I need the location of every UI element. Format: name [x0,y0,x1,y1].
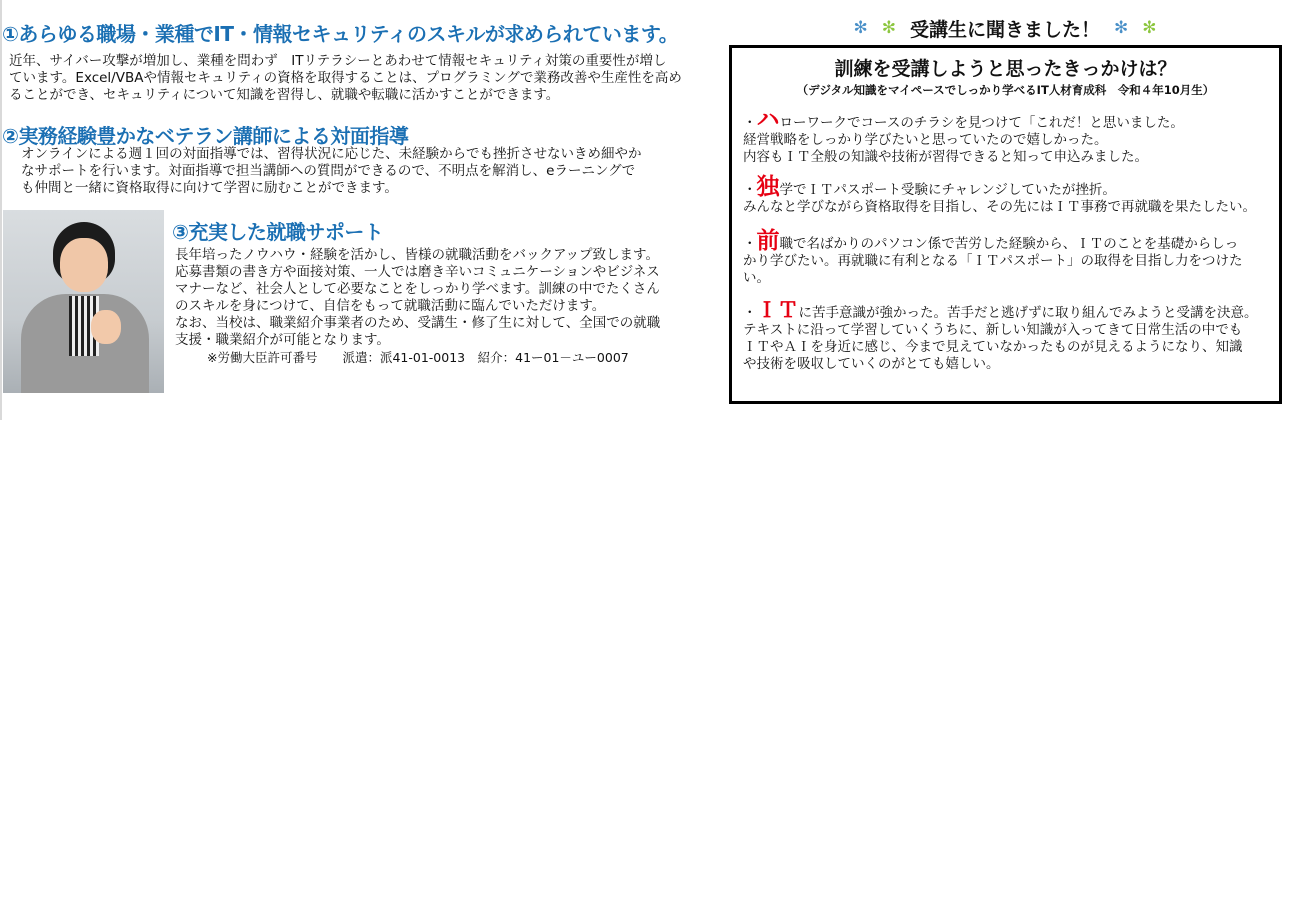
section2-line: も仲間と一緒に資格取得に向けて学習に励むことができます。 [21,180,398,196]
student-voice [743,228,1277,287]
section2-line: オンラインによる週１回の対面指導では、習得状況に応じた、未経験からでも挫折させないきめ細やか [21,146,642,162]
section2-heading: ②実務経験豊かなベテラン講師による対面指導 [2,124,409,148]
photo-face-shape [60,238,108,292]
student-voice [743,298,1277,373]
voice-line: 内容もＩＴ全般の知識や技術が習得できると知って申込みました。 [743,149,1148,165]
voice-line: テキストに沿って学習していくうちに、新しい知識が入ってきて日常生活の中でも [743,322,1243,338]
voice-text: 職で名ばかりのパソコン係で苦労した経験から、ＩＴのことを基礎からしっ [779,236,1239,252]
snowflake-icon: ✻ [881,18,896,38]
instructor-photo [3,210,164,393]
snowflake-icon: ✻ [853,18,868,38]
voice-text: ローワークでコースのチラシを見つけて「これだ！と思いました。 [779,115,1184,131]
voice-first-line [743,174,1277,200]
section3-heading: ③充実した就職サポート [172,220,384,244]
voice-first-line [743,107,1277,133]
voice-line: かり学びたい。再就職に有利となる「ＩＴパスポート」の取得を目指し力をつけた [743,253,1243,269]
voice-initial: ハ [756,107,780,133]
voice-text: 学でＩＴパスポート受験にチャレンジしていたが挫折。 [779,182,1116,198]
voice-initial: 独 [756,174,780,200]
interview-title: 受講生に聞きました！ [909,18,1100,41]
voice-bullet: ・ [743,236,757,252]
voice-line: 経営戦略をしっかり学びたいと思っていたので嬉しかった。 [743,132,1108,148]
voice-bullet: ・ [743,305,757,321]
voice-line: ＩＴやＡＩを身近に感じ、今まで見えていなかったものが見えるようになり、知識 [743,339,1243,355]
section1-line: ています。Excel/VBAや情報セキュリティの資格を取得することは、プログラミングで業務改善や生産性を高め [9,70,682,86]
section1-body [9,53,719,104]
snowflake-icon: ✻ [1142,18,1157,38]
section1-heading: ①あらゆる職場・業種でIT・情報セキュリティのスキルが求められています。 [2,22,679,46]
voice-bullet: ・ [743,115,757,131]
section3-body [175,247,695,366]
interview-box [729,45,1282,404]
section3-line: のスキルを身につけて、自信をもって就職活動に臨んでいただけます。 [175,298,606,314]
snowflake-icon: ✻ [1114,18,1129,38]
section2-body [21,146,686,197]
voice-line: や技術を吸収していくのがとても嬉しい。 [743,356,1000,372]
section2-line: なサポートを行います。対面指導で担当講師への質問ができるので、不明点を解消し、eラーニングで [21,163,636,179]
student-voice [743,107,1277,166]
interview-title-row [830,14,1180,42]
voice-line: みんなと学びながら資格取得を目指し、その先にはＩＴ事務で再就職を果たしたい。 [743,199,1256,215]
voice-initial: ＩＴ [756,298,799,322]
voice-text: に苦手意識が強かった。苦手だと逃げずに取り組んでみようと受講を決意。 [798,305,1258,321]
license-note: ※労働大臣許可番号 派遣：派41-01-0013 紹介：41ー01－ユー0007 [207,350,629,365]
voice-first-line [743,298,1277,322]
section3-line: 応募書類の書き方や面接対策、一人では磨き辛いコミュニケーションやビジネス [175,264,660,280]
section3-line: 長年培ったノウハウ・経験を活かし、皆様の就職活動をバックアップ致します。 [175,247,659,263]
voice-first-line [743,228,1277,254]
section3-line: なお、当校は、職業紹介事業者のため、受講生・修了生に対して、全国での就職 [175,315,661,331]
photo-hand-shape [91,310,121,344]
interview-box-subtitle: （デジタル知識をマイペースでしっかり学べるIT人材育成科 令和４年10月生） [796,83,1215,97]
student-voice [743,174,1277,216]
section1-line: 近年、サイバー攻撃が増加し、業種を問わず ITリテラシーとあわせて情報セキュリティ対策の重要性が増し [9,53,667,69]
voice-initial: 前 [756,228,780,254]
section3-line: マナーなど、社会人として必要なことをしっかり学べます。訓練の中でたくさん [175,281,660,297]
voice-line: い。 [743,270,770,286]
left-edge-bar [0,0,2,420]
section1-line: ることができ、セキュリティについて知識を習得し、就職や転職に活かすことができます。 [9,87,560,103]
interview-box-title: 訓練を受講しようと思ったきっかけは？ [834,58,1177,80]
section3-line: 支援・職業紹介が可能となります。 [175,332,390,348]
voice-bullet: ・ [743,182,757,198]
